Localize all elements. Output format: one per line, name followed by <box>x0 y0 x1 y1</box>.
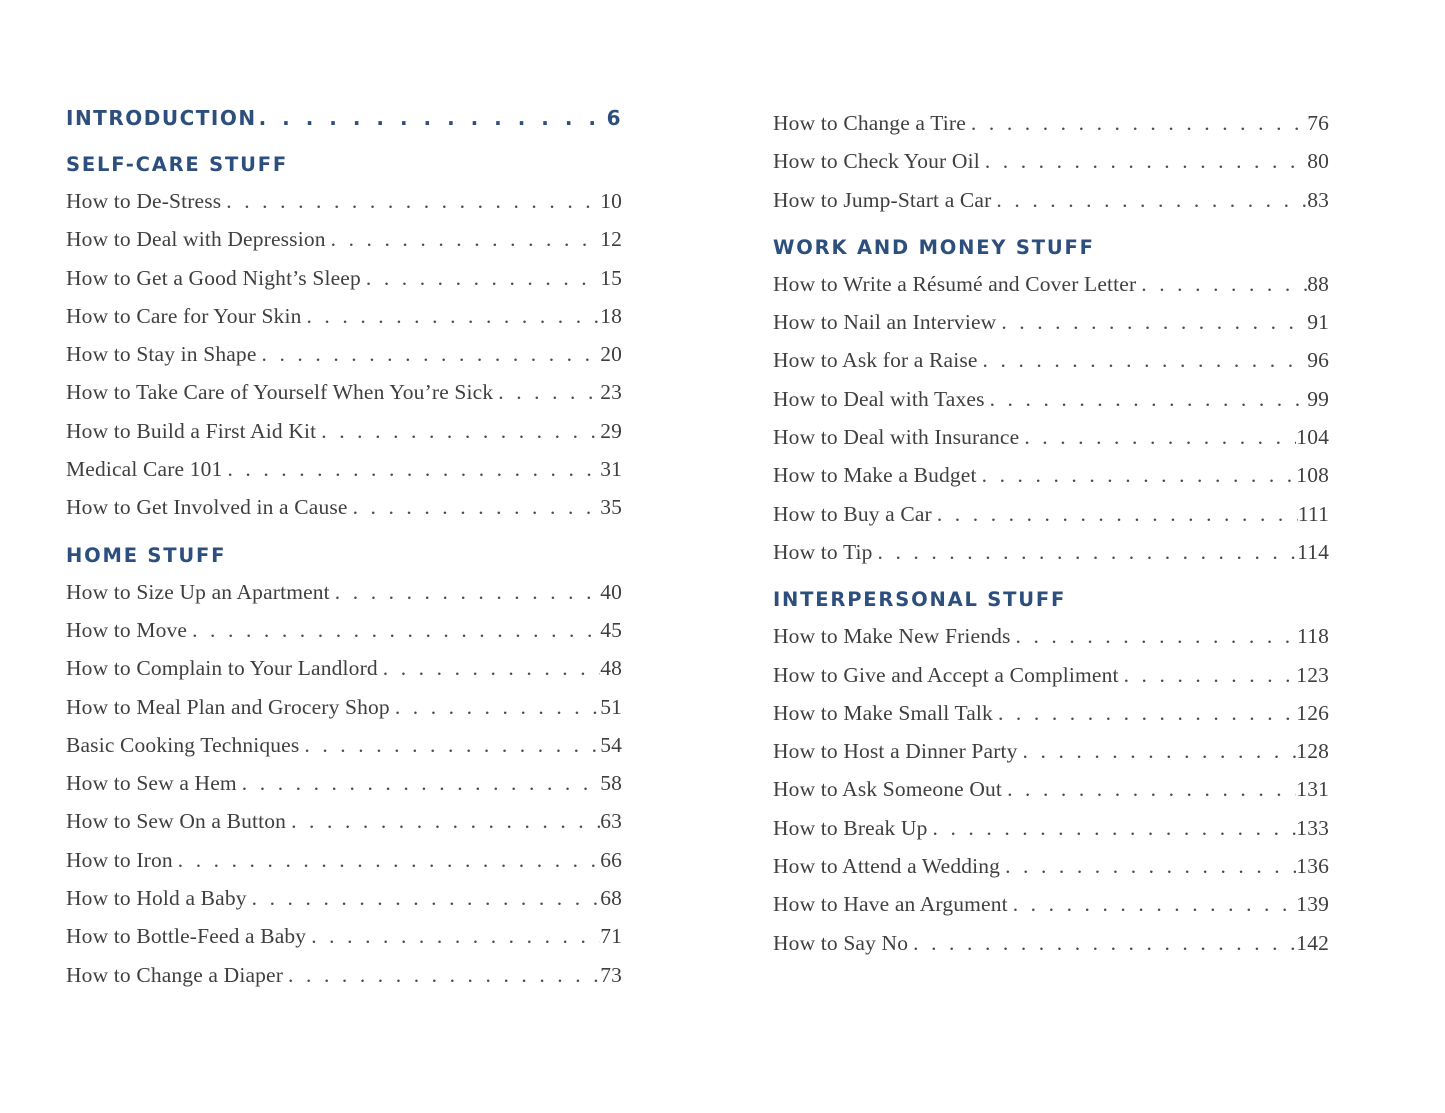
toc-page-number: 66 <box>600 847 622 872</box>
toc-page-number: 88 <box>1307 271 1329 296</box>
toc-entry-title: How to Buy a Car <box>773 501 932 526</box>
toc-entry-title: How to Ask Someone Out <box>773 777 1003 802</box>
toc-page-number: 133 <box>1296 815 1329 840</box>
dot-leader <box>330 573 600 611</box>
toc-entry[interactable] <box>773 924 1329 962</box>
dot-leader <box>978 341 1308 379</box>
toc-entry-title: How to Hold a Baby <box>66 886 247 911</box>
toc-page-number: 54 <box>600 732 622 757</box>
toc-entry[interactable] <box>773 181 1329 219</box>
dot-leader <box>977 456 1297 494</box>
toc-entry[interactable] <box>773 885 1329 923</box>
toc-entry-title: How to Iron <box>66 847 173 872</box>
toc-page-number: 111 <box>1297 501 1329 526</box>
toc-entry[interactable] <box>66 764 622 802</box>
dot-leader <box>306 917 600 955</box>
introduction-title: INTRODUCTION <box>66 106 257 130</box>
toc-page-number: 123 <box>1296 662 1329 687</box>
toc-entry-title: How to Deal with Taxes <box>773 386 985 411</box>
toc-entry[interactable] <box>66 956 622 994</box>
toc-page-number: 83 <box>1307 187 1329 212</box>
toc-introduction-entry[interactable] <box>66 106 622 150</box>
toc-entry-title: How to Sew a Hem <box>66 771 237 796</box>
dot-leader <box>1018 732 1297 770</box>
toc-entry[interactable] <box>773 617 1329 655</box>
dot-leader <box>222 450 600 488</box>
dot-leader <box>299 726 600 764</box>
toc-page-number: 136 <box>1296 854 1329 879</box>
dot-leader <box>286 802 600 840</box>
toc-page-number: 63 <box>600 809 622 834</box>
dot-leader <box>348 488 601 526</box>
toc-page-number: 73 <box>600 962 622 987</box>
toc-entry[interactable] <box>773 809 1329 847</box>
toc-page-number: 96 <box>1307 348 1329 373</box>
toc-entry[interactable] <box>66 259 622 297</box>
toc-entry[interactable] <box>66 373 622 411</box>
toc-entry-title: How to Care for Your Skin <box>66 303 302 328</box>
toc-page-number: 18 <box>600 303 622 328</box>
toc-page-number: 142 <box>1296 930 1329 955</box>
toc-entry-title: How to Size Up an Apartment <box>66 579 330 604</box>
toc-entry[interactable] <box>66 488 622 526</box>
dot-leader <box>1136 265 1307 303</box>
toc-page-number: 48 <box>600 656 622 681</box>
toc-entry-title: How to Stay in Shape <box>66 342 257 367</box>
toc-entry-title: How to Tip <box>773 539 873 564</box>
dot-leader <box>873 533 1298 571</box>
toc-entry[interactable] <box>773 847 1329 885</box>
toc-entry-title: How to Give and Accept a Compliment <box>773 662 1119 687</box>
toc-entry-title: Basic Cooking Techniques <box>66 732 300 757</box>
toc-entry[interactable] <box>773 418 1329 456</box>
toc-entry-title: How to Deal with Insurance <box>773 425 1020 450</box>
toc-page-number: 51 <box>600 694 622 719</box>
toc-page-number: 15 <box>600 265 622 290</box>
toc-entry[interactable] <box>773 104 1329 142</box>
dot-leader <box>326 220 601 258</box>
toc-page-number: 40 <box>600 579 622 604</box>
toc-entry[interactable] <box>773 265 1329 303</box>
toc-entry-title: How to Make Small Talk <box>773 700 993 725</box>
toc-entry[interactable] <box>66 450 622 488</box>
dot-leader <box>187 611 600 649</box>
toc-page-number: 71 <box>600 924 622 949</box>
dot-leader <box>1019 418 1296 456</box>
dot-leader <box>928 809 1297 847</box>
toc-page-number: 12 <box>600 227 622 252</box>
toc-entry[interactable] <box>773 142 1329 180</box>
dot-leader <box>996 303 1307 341</box>
toc-entry-title: How to Get Involved in a Cause <box>66 495 348 520</box>
toc-section <box>66 152 622 527</box>
toc-entry[interactable] <box>66 220 622 258</box>
toc-entry[interactable] <box>773 456 1329 494</box>
toc-page-number: 80 <box>1307 149 1329 174</box>
dot-leader <box>966 104 1307 142</box>
toc-entry-title: How to Ask for a Raise <box>773 348 978 373</box>
toc-section <box>773 104 1329 219</box>
dot-leader <box>980 142 1307 180</box>
toc-page-number: 99 <box>1307 386 1329 411</box>
toc-page-number: 91 <box>1307 310 1329 335</box>
section-heading: HOME STUFF <box>66 543 227 567</box>
toc-page-number: 76 <box>1307 111 1329 135</box>
dot-leader <box>932 495 1298 533</box>
toc-section <box>66 543 622 994</box>
toc-entry[interactable] <box>66 182 622 220</box>
toc-entry-title: How to De-Stress <box>66 189 222 213</box>
dot-leader <box>991 181 1307 219</box>
dot-leader <box>237 764 600 802</box>
toc-entry-title: How to Check Your Oil <box>773 149 980 174</box>
toc-page-number: 29 <box>600 418 622 443</box>
dot-leader <box>390 688 600 726</box>
dot-leader <box>908 924 1296 962</box>
toc-entry[interactable] <box>773 694 1329 732</box>
toc-entry-title: How to Change a Diaper <box>66 962 284 987</box>
toc-entry[interactable] <box>773 380 1329 418</box>
section-heading: SELF-CARE STUFF <box>66 153 288 176</box>
right-sections-container <box>773 104 1329 962</box>
toc-entry[interactable] <box>66 879 622 917</box>
dot-leader <box>257 106 607 130</box>
dot-leader <box>257 335 601 373</box>
toc-entry-title: How to Have an Argument <box>773 892 1008 917</box>
dot-leader <box>1011 617 1298 655</box>
toc-entry-title: How to Make New Friends <box>773 624 1011 649</box>
dot-leader <box>301 297 600 335</box>
toc-section <box>773 235 1329 571</box>
dot-leader <box>283 956 600 994</box>
toc-entry-title: How to Jump-Start a Car <box>773 187 992 212</box>
toc-page-number: 114 <box>1297 539 1329 564</box>
toc-entry[interactable] <box>773 341 1329 379</box>
toc-page-number: 104 <box>1296 425 1329 450</box>
toc-entry-title: How to Say No <box>773 930 909 955</box>
toc-page-number: 118 <box>1297 624 1329 649</box>
toc-left-column <box>66 106 622 994</box>
dot-leader <box>1119 656 1297 694</box>
toc-entry[interactable] <box>66 917 622 955</box>
dot-leader <box>316 412 600 450</box>
toc-page-number: 68 <box>600 886 622 911</box>
toc-page-number: 31 <box>600 457 622 482</box>
toc-entry-title: How to Nail an Interview <box>773 310 997 335</box>
dot-leader <box>493 373 600 411</box>
toc-entry[interactable] <box>66 297 622 335</box>
dot-leader <box>1008 885 1297 923</box>
dot-leader <box>361 259 600 297</box>
toc-page-number: 45 <box>600 617 622 642</box>
toc-page-number: 139 <box>1296 892 1329 917</box>
toc-entry-title: How to Sew On a Button <box>66 809 287 834</box>
toc-entry[interactable] <box>773 533 1329 571</box>
dot-leader <box>247 879 601 917</box>
section-heading: INTERPERSONAL STUFF <box>773 588 1067 612</box>
toc-entry-title: How to Get a Good Night’s Sleep <box>66 265 361 290</box>
toc-entry[interactable] <box>66 649 622 687</box>
toc-entry[interactable] <box>66 841 622 879</box>
toc-entry-title: How to Change a Tire <box>773 111 966 135</box>
left-sections-container <box>66 152 622 994</box>
toc-entry[interactable] <box>773 732 1329 770</box>
toc-page-number: 131 <box>1296 777 1329 802</box>
toc-entry-title: How to Deal with Depression <box>66 227 326 252</box>
dot-leader <box>221 182 600 220</box>
toc-page-number: 128 <box>1296 739 1329 764</box>
section-heading: WORK AND MONEY STUFF <box>773 235 1095 259</box>
toc-page-number: 10 <box>600 189 622 213</box>
introduction-page-number: 6 <box>606 106 622 130</box>
toc-page-number: 108 <box>1296 463 1329 488</box>
toc-entry-title: How to Complain to Your Landlord <box>66 656 378 681</box>
toc-page-number: 23 <box>600 380 622 405</box>
toc-entry[interactable] <box>66 573 622 611</box>
toc-entry[interactable] <box>66 726 622 764</box>
toc-right-column <box>773 104 1329 962</box>
toc-page-number: 58 <box>600 771 622 796</box>
toc-entry[interactable] <box>66 611 622 649</box>
toc-entry-title: How to Build a First Aid Kit <box>66 418 317 443</box>
toc-entry-title: Medical Care 101 <box>66 457 223 482</box>
dot-leader <box>378 649 600 687</box>
toc-entry[interactable] <box>66 412 622 450</box>
dot-leader <box>985 380 1308 418</box>
toc-entry[interactable] <box>66 688 622 726</box>
toc-entry[interactable] <box>773 656 1329 694</box>
toc-page-number: 126 <box>1296 700 1329 725</box>
dot-leader <box>173 841 600 879</box>
toc-entry[interactable] <box>66 802 622 840</box>
toc-entry-title: How to Bottle-Feed a Baby <box>66 924 307 949</box>
toc-entry-title: How to Meal Plan and Grocery Shop <box>66 694 390 719</box>
dot-leader <box>1000 847 1296 885</box>
toc-entry[interactable] <box>773 495 1329 533</box>
toc-entry[interactable] <box>773 770 1329 808</box>
toc-page-number: 20 <box>600 342 622 367</box>
toc-entry-title: How to Move <box>66 617 188 642</box>
toc-section <box>773 587 1329 962</box>
toc-entry[interactable] <box>773 303 1329 341</box>
dot-leader <box>1002 770 1296 808</box>
toc-page-number: 35 <box>600 495 622 520</box>
toc-entry-title: How to Break Up <box>773 815 928 840</box>
toc-entry-title: How to Take Care of Yourself When You’re Sick <box>66 380 494 405</box>
toc-entry-title: How to Make a Budget <box>773 463 977 488</box>
dot-leader <box>993 694 1296 732</box>
toc-entry-title: How to Write a Résumé and Cover Letter <box>773 271 1137 296</box>
toc-entry-title: How to Host a Dinner Party <box>773 739 1018 764</box>
toc-entry-title: How to Attend a Wedding <box>773 854 1001 879</box>
toc-entry[interactable] <box>66 335 622 373</box>
